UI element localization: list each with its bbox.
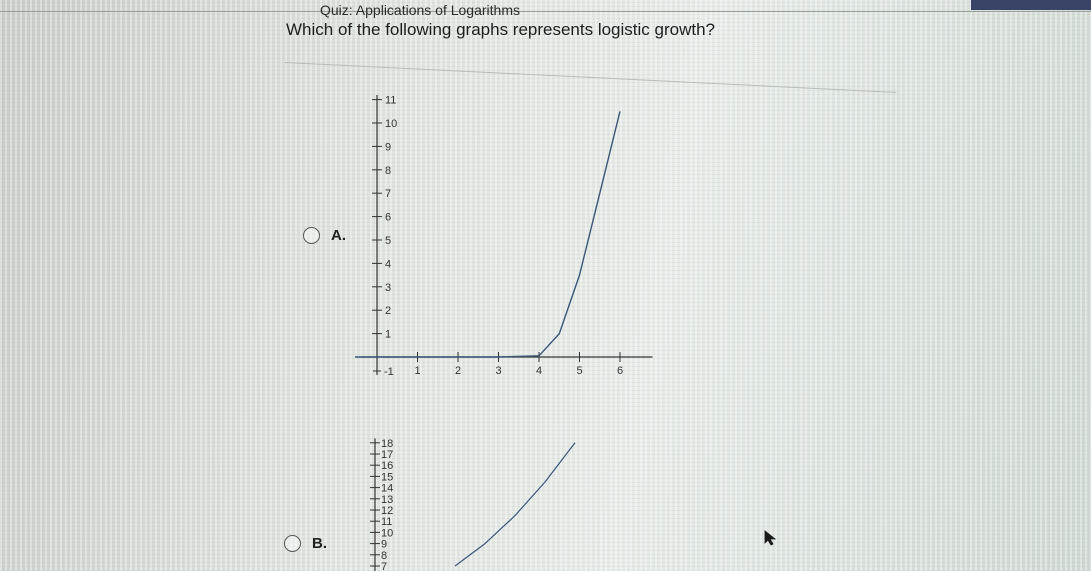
graph-a-y-tick-label: 9	[385, 141, 392, 154]
graph-a-svg	[355, 95, 665, 385]
graph-a-x-tick-label: 4	[536, 365, 543, 377]
option-b[interactable]	[284, 535, 327, 552]
graph-a-y-tick-label: 6	[385, 211, 392, 224]
graph-b-y-tick-label: 8	[381, 549, 388, 562]
option-b-graph	[355, 398, 595, 571]
window-top-bar	[0, 0, 1091, 12]
header-divider	[0, 11, 1091, 12]
graph-b-svg	[355, 398, 595, 571]
graph-a-y-tick-label: 2	[385, 305, 392, 318]
graph-a-x-tick-label: 5	[576, 365, 583, 377]
graph-b-y-tick-label: 18	[381, 437, 394, 450]
graph-b-y-tick-label: 7	[381, 561, 388, 571]
option-a-graph	[355, 95, 665, 385]
graph-a-y-tick-label: 1	[385, 328, 392, 341]
header-accent-block	[971, 0, 1091, 10]
graph-a-x-tick-label: 2	[455, 365, 462, 377]
graph-b-y-tick-label: 15	[381, 471, 394, 484]
graph-a-y-tick-label: 3	[385, 281, 392, 294]
graph-b-y-tick-label: 17	[381, 449, 394, 461]
graph-a-y-tick-label: 7	[385, 188, 392, 201]
question-text: Which of the following graphs represents logistic growth?	[286, 20, 715, 39]
graph-b-y-tick-label: 10	[381, 527, 394, 540]
graph-a-y-tick-label: 11	[385, 95, 397, 107]
mouse-pointer-icon	[764, 530, 776, 551]
graph-a-x-tick-label: -1	[384, 366, 394, 378]
graph-a-curve	[355, 111, 620, 357]
graph-a-x-tick-label: 3	[495, 365, 502, 377]
option-b-radio[interactable]	[284, 535, 301, 552]
graph-b-y-tick-label: 13	[381, 493, 394, 506]
question-divider	[285, 62, 896, 93]
option-b-label: B.	[312, 535, 327, 552]
option-a[interactable]	[303, 227, 346, 244]
graph-b-y-tick-label: 16	[381, 460, 394, 473]
graph-a-x-tick-label: 6	[617, 365, 624, 377]
option-a-label: A.	[331, 227, 346, 244]
graph-b-y-tick-label: 14	[381, 482, 394, 495]
quiz-title: Quiz: Applications of Logarithms	[320, 2, 520, 18]
option-a-radio[interactable]	[303, 227, 320, 244]
graph-a-x-tick-label: 1	[414, 365, 421, 377]
graph-b-curve	[455, 443, 575, 566]
graph-b-y-tick-label: 11	[381, 516, 393, 529]
graph-b-y-tick-label: 9	[381, 538, 388, 551]
graph-a-y-tick-label: 4	[385, 258, 392, 271]
graph-b-y-tick-label: 12	[381, 505, 394, 517]
graph-a-y-tick-label: 8	[385, 164, 392, 177]
graph-a-y-tick-label: 5	[385, 235, 392, 247]
graph-a-y-tick-label: 10	[385, 118, 398, 130]
